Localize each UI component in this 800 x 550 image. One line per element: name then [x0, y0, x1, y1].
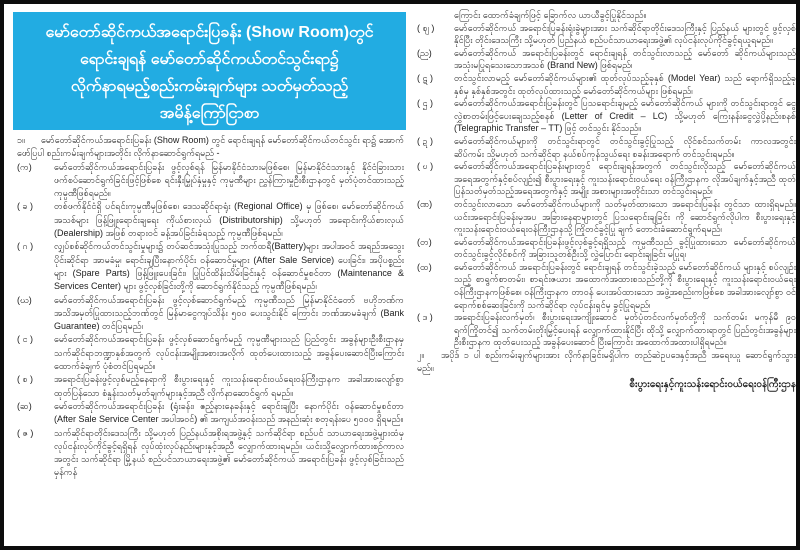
right-column — [417, 9, 796, 392]
clause-item-tta — [417, 72, 796, 97]
clause-label: (ဆ) — [17, 400, 32, 411]
intro-paragraph — [17, 134, 404, 161]
clause-za-continuation: ကြောင်း ထောက်ခံချက်ဖြင့် ခြောက်လ ယာယီခွင့်ပြုနိုင်သည်။ — [454, 10, 647, 20]
closing-number: ၂။ — [417, 350, 425, 361]
clause-item-nga — [17, 333, 404, 373]
ministry-signature: စီးပွားရေးနှင့်ကူးသန်းရောင်းဝယ်ရေးဝန်ကြီးဌာန — [629, 379, 796, 391]
clause-label: (ဏ) — [417, 198, 433, 209]
clause-item-nna — [417, 198, 796, 236]
clause-label: ( ဋ ) — [417, 72, 433, 83]
clause-item-gha — [17, 294, 404, 334]
intro-text: မော်တော်ဆိုင်ကယ်အရောင်းပြခန်း (Show Room) တွင် ရောင်းချရန် မော်တော်ဆိုင်ကယ်တင်သွင်း ရာ၌ အောက်ဖော်ပြပါ စည်းကမ်းချက်များအတိုင်း လိုက်နာဆောင်ရွက်ရမည် - — [17, 135, 404, 159]
clause-label: (ည) — [417, 47, 432, 58]
clause-item-htta — [417, 97, 796, 135]
clause-label: ( ဂ ) — [17, 241, 34, 252]
clause-label: ( င ) — [17, 334, 33, 345]
clause-item-sa — [17, 373, 404, 400]
clause-item-hsa — [17, 400, 404, 427]
clause-label: ( ဈ ) — [417, 22, 435, 33]
intro-number: ၁။ — [17, 135, 25, 145]
clause-item-ka — [17, 161, 404, 201]
clause-item-za — [17, 427, 404, 480]
clause-item-da — [417, 311, 796, 349]
clause-label: ( ဎ ) — [417, 161, 434, 172]
title-line-1: မော်တော်ဆိုင်ကယ်အရောင်းပြခန်း (Show Room)တွင် — [45, 24, 374, 41]
clause-item-hta — [417, 261, 796, 311]
clause-label: ( စ ) — [17, 374, 34, 385]
clause-item-dda — [417, 135, 796, 160]
clause-text: တစ်ဖက်နိုင်ငံရှိ ပင်ရင်းကုမ္ပဏီမှဖြစ်စေ၊ ဒေသဆိုင်ရာရုံး (Regional Office) မှ ဖြစ်စေ၊ မော်တော်ဆိုင်ကယ်အသစ်များ ဖြန့်ဖြူးရောင်းချရေး ကိုယ်စားလှယ် (Distributorship) သို့မဟုတ် အရောင်းကိုယ်စားလှယ် (Dealership) အဖြစ် တရားဝင် ခန့်အပ်ခြင်းခံရသည့် ကုမ္ပဏီဖြစ်ရမည်၊ — [54, 201, 404, 239]
clause-text: အရောင်းပြခန်းဖွင့်လှစ်မည့်နေရာကို စီးပွားရေးနှင့် ကူးသန်းရောင်းဝယ်ရေးဝန်ကြီးဌာနက အခါအားလျော်စွာထုတ်ပြန်သော စံနှုန်းသတ်မှတ်ချက်များနှင့်အညီ လိုက်နာဆောင်ရွက် ရမည်။ — [54, 374, 404, 398]
title-line-4: အမိန့်ကြော်ငြာစာ — [159, 105, 260, 122]
clause-label: ( ဒ ) — [417, 312, 433, 323]
clause-label: (ဃ) — [17, 294, 32, 305]
clause-text: မော်တော်ဆိုင်ကယ်အရောင်းပြခန်း ဖွင့်လှစ်ရန် မြန်မာနိုင်ငံသားမဖြစ်စေ၊ မြန်မာနိုင်ငံသားနှင့် နိုင်ငံခြားသားဖက်စပ်ဆောင်ရွက်ခြင်းဖြင့်ဖြစ်စေ ရင်းနှီးမြှုပ်နှံမှုနှင့် ကုမ္ပဏီများ ညွှန်ကြားမှုဦးစီးဌာနတွင် မှတ်ပုံတင်ထားသည့် ကုမ္ပဏီဖြစ်ရမည်။ — [54, 161, 404, 199]
clause-text: မော်တော်ဆိုင်ကယ် အရောင်းပြခန်းရုံးခွဲများအား သက်ဆိုင်ရာတိုင်းဒေသကြီးနှင့် ပြည်နယ် များတွင် ဖွင့်လှစ်နိုင်ပြီး တိုင်းဒေသကြီး သို့မဟုတ် ပြည်နယ် စည်ပင်သာယာရေးအဖွဲ့၏ လုပ်ငန်းလုပ်ကိုင်ခွင့်ရယူရမည်။ — [454, 22, 796, 46]
clause-text: မော်တော်ဆိုင်ကယ်အရောင်းပြခန်း ဖွင့်လှစ်ဆောင်ရွက်မည့် ကုမ္ပဏီသည် မြန်မာနိုင်ငံတော် ဗဟိုဘဏ်က အသိအမှတ်ပြုထားသည့်ဘဏ်တွင် မြန်မာငွေကျပ်သိန်း ၅၀၀ ပေးသွင်းနိုင် ကြောင်း ဘဏ်အာမခံချက် (Bank Guarantee) တင်ပြရမည်၊ — [54, 294, 404, 332]
clause-text: တင်သွင်းလာမည့် မော်တော်ဆိုင်ကယ်များ၏ ထုတ်လုပ်သည့်ခုနှစ် (Model Year) သည် ရောက်ရှိသည့်ခုနှစ်မှ နှစ်နှစ်အတွင်း ထုတ်လုပ်ထားသည့် မော်တော်ဆိုင်ကယ်များ ဖြစ်ရမည်၊ — [454, 72, 796, 96]
clause-text: သက်ဆိုင်ရာတိုင်းဒေသကြီး သို့မဟုတ် ပြည်နယ်အစိုးရအဖွဲ့နှင့် သက်ဆိုင်ရာ စည်ပင် သာယာရေးအဖွဲ့များထံမှ လုပ်ငန်းလုပ်ကိုင်ခွင့်ရရှိရန် လုပ်ထုံးလုပ်နည်းများနှင့်အညီ လျှောက်ထားရမည်။ ယင်းသို့လျှောက်ထားစဉ်ကာလအတွင်း သက်ဆိုင်ရာ မြို့နယ် စည်ပင်သာယာရေးအဖွဲ့၏ မော်တော်ဆိုင်ကယ် အရောင်းပြခန်း ဖွင့်လှစ်ခြင်းသည် မှန်ကန် — [54, 427, 404, 478]
closing-text: အပိုဒ် ၁ ပါ စည်းကမ်းချက်များအား လိုက်နာခြင်းမရှိပါက တည်ဆဲဥပဒေနှင့်အညီ အရေးယူ ဆောင်ရွက်သွားမည်။ — [417, 350, 796, 373]
clause-label: ( ဇ ) — [17, 427, 34, 438]
clause-label: (က) — [17, 161, 32, 172]
left-column — [17, 134, 404, 480]
clause-item-zha — [417, 22, 796, 47]
notice-title-box — [13, 12, 406, 130]
clause-text: မော်တော်ဆိုင်ကယ်များကို တင်သွင်းရာတွင် တင်သွင်းခွင့်ပြုသည့် လိုင်စင်သက်တမ်း ကာလအတွင်း ဆိပ်ကမ်း သို့မဟုတ် သက်ဆိုင်ရာ နယ်စပ်ကုန်သွယ်ရေး စခန်းအရောက် တင်သွင်းရမည်။ — [454, 135, 796, 159]
clause-text: မော်တော်ဆိုင်ကယ်အရောင်းပြခန်းတွင် ပြသရောင်းချမည့် မော်တော်ဆိုင်ကယ် များကို တင်သွင်းရာတွင် ငွေလွှဲစာတမ်းဖြင့်ပေးချေသည့်စနစ် (Letter of Credit – LC) သို့မဟုတ် ကြေးနန်းငွေလွှဲပို့နည်းစနစ် (Telegraphic Transfer – TT) ဖြင့် တင်သွင်း နိုင်သည်။ — [454, 98, 796, 134]
clause-text: တင်သွင်းလာသော မော်တော်ဆိုင်ကယ်များကို သတ်မှတ်ထားသော အရောင်းပြခန်း တွင်သာ ထားရှိရမည်။ ယင်းအရောင်းပြခန်းမှအပ အခြားနေရာများတွင် ပြသရောင်းချခြင်း ကို ဆောင်ရွက်လိုပါက စီးပွားရေးနှင့် ကူးသန်းရောင်းဝယ်ရေးဝန်ကြီးဌာနသို့ ကြိုတင်ခွင့်ပြု ချက် တောင်းခံဆောင်ရွက်ရမည်၊ — [454, 198, 796, 235]
closing-paragraph — [417, 349, 796, 374]
clause-label: (တ) — [417, 236, 432, 247]
clause-item-hdda — [417, 160, 796, 198]
title-line-2: ရောင်းချရန် မော်တော်ဆိုင်ကယ်တင်သွင်းရာ၌ — [79, 51, 340, 68]
clause-label: (ထ) — [417, 261, 432, 272]
clause-text: မော်တော်ဆိုင်ကယ်အရောင်းပြခန်း (ရုံးခန်း၊ ဧည့်နားနေခန်းနှင့် ရောင်းချပြီး နောက်ပိုင်း ဝန်ဆောင်မှုစင်တာ (After Sale Service Center အပါအဝင်) ၏ အကျယ်အဝန်းသည် အနည်းဆုံး စတုရန်းပေ ၅၀၀၀ ရှိရမည်။ — [54, 400, 404, 425]
clause-label: ( ဌ ) — [417, 98, 433, 109]
clause-text: မော်တော်ဆိုင်ကယ် အရောင်းပြခန်းတွင် ရောင်းချရန် တင်သွင်းခဲ့သည့် မော်တော်ဆိုင်ကယ် များနှင့် စပ်လျဉ်းသည့် စာရွက်စာတမ်း၊ စာရင်းဇယား အထောက်အထားစသည်တို့ကို စီးပွားရေးနှင့် ကူးသန်းရောင်းဝယ်ရေးဝန်ကြီးဌာနကဖြစ်စေ၊ ဝန်ကြီးဌာနက တာဝန် ပေးအပ်ထားသော အဖွဲ့အစည်းကဖြစ်စေ အခါအားလျော်စွာ ဝင်ရောက်စစ်ဆေးခြင်းကို သက်ဆိုင်ရာ လုပ်ငန်းရှင်မှ ခွင့်ပြုရမည်၊ — [454, 261, 796, 310]
clause-text: မော်တော်ဆိုင်ကယ်အရောင်းပြခန်းများတွင် ရောင်းချရန်အတွက် တင်သွင်းလိုသည့် မော်တော်ဆိုင်ကယ် အရေအတွက်နှင့်စပ်လျဉ်း၍ စီးပွားရေးနှင့် ကူးသန်းရောင်းဝယ်ရေး ဝန်ကြီးဌာနက လိုအပ်ချက်နှင့်အညီ ထုတ်ပြန်သတ်မှတ်သည့်အရေအတွက်နှင့် အမျိုး အစားများအတိုင်းသာ တင်သွင်းရမည်၊ — [454, 161, 796, 197]
clause-item-kha — [17, 200, 404, 240]
clause-text: လျှပ်စစ်ဆိုင်ကယ်တင်သွင်းမှုများ၌ တပ်ဆင်အသုံးပြုသည့် ဘက်ထရီ(Battery)များ အပါအဝင် အရည်အသွေးပိုင်းဆိုင်ရာ အာမခံမှု၊ ရောင်းချပြီးနောက်ပိုင်း ဝန်ဆောင်မှုများ (After Sale Service) ပေးခြင်း၊ အပိုပစ္စည်းများ (Spare Parts) ဖြန့်ဖြူးပေးခြင်း၊ ပြုပြင်ထိန်းသိမ်းခြင်းနှင့် ဝန်ဆောင်မှုစင်တာ (Maintenance & Services Center) များ ဖွင့်လှစ်ခြင်းတို့ကို ဆောင်ရွက်နိုင်သည့် ကုမ္ပဏီဖြစ်ရမည်၊ — [54, 241, 404, 292]
title-line-3: လိုက်နာရမည့်စည်းကမ်းချက်များ သတ်မှတ်သည့် — [70, 78, 349, 95]
clause-text: အရောင်းပြခန်းလက်မှတ်၊ စီးပွားရေးအကျိုးဆောင် မှတ်ပုံတင်လက်မှတ်တို့ကို သက်တမ်း မကုန်မီ ၉၀ ရက်ကြိုတင်၍ သက်တမ်းတိုးမြှင့်ပေးရန် လျှောက်ထားနိုင်ပြီး ထိုသို့ လျှောက်ထားရာတွင် ပြည်တွင်းအခွန်များဦးစီးဌာနက ထုတ်ပေးသည့် အခွန်ပေးဆောင် ပြီးကြောင်း အထောက်အထားပါရှိရမည်။ — [454, 312, 796, 348]
clause-label: ( ခ ) — [17, 201, 34, 212]
clause-item-ta — [417, 236, 796, 261]
clause-item-nya — [417, 47, 796, 72]
clause-text: မော်တော်ဆိုင်ကယ် အရောင်းပြခန်းတွင် ရောင်းချရန် တင်သွင်းလာသည့် မော်တော် ဆိုင်ကယ်များသည် အသုံးမပြုရသေးသောအသစ် (Brand New) ဖြစ်ရမည်၊ — [454, 47, 796, 71]
clause-label: ( ဍ ) — [417, 135, 433, 146]
clause-text: မော်တော်ဆိုင်ကယ်အရောင်းပြခန်းဖွင့်လှစ်ခွင့်ရရှိသည့် ကုမ္ပဏီသည် ခွင့်ပြုထားသော မော်တော်ဆိုင်ကယ် တင်သွင်းခွင့်လိုင်စင်ကို အခြားသူတစ်ဦးသို့ လွှဲပြောင်း ရောင်းချခြင်း မပြုရ၊ — [454, 236, 796, 260]
clause-item-ga — [17, 240, 404, 293]
clause-text: မော်တော်ဆိုင်ကယ်အရောင်းပြခန်း ဖွင့်လှစ်ဆောင်ရွက်မည့် ကုမ္ပဏီများသည် ပြည်တွင်း အခွန်များဦးစီးဌာနမှ သက်ဆိုင်ရာဘဏ္ဍာနှစ်အတွက် လုပ်ငန်းအမျိုးအစားအလိုက် ထုတ်ပေးထားသည့် အခွန်ပေးဆောင်ပြီးကြောင်း ထောက်ခံချက် ပုံစံတင်ပြရမည်။ — [54, 334, 404, 372]
